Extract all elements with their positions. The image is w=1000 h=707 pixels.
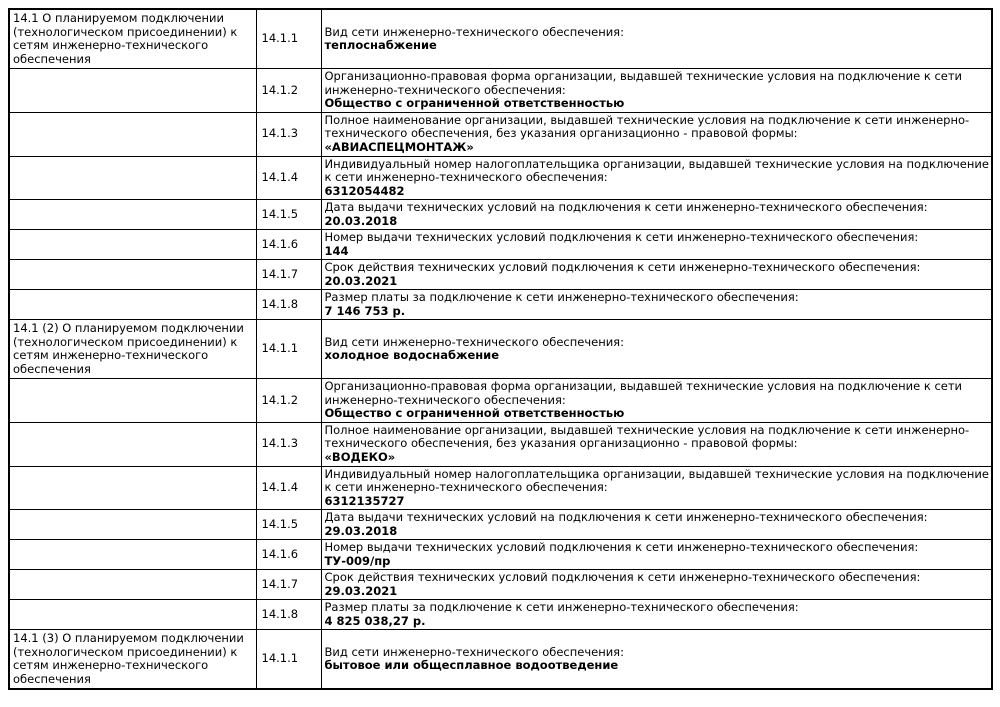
empty-cell xyxy=(9,422,256,466)
field-value: 4 825 038,27 р. xyxy=(324,613,426,628)
table-row xyxy=(9,156,992,200)
field-value: теплоснабжение xyxy=(324,38,437,52)
field-label: Полное наименование организации, выдавшей технические условия на подключение к сети инженерно-технического обеспечения, без указания организационно - правовой формы: xyxy=(324,112,970,141)
row-number-cell: 14.1.5 xyxy=(256,200,321,230)
field-cell xyxy=(321,540,992,570)
field-label: Размер платы за подключение к сети инженерно-технического обеспечения: xyxy=(324,600,799,614)
row-number-cell: 14.1.7 xyxy=(256,260,321,290)
field-cell xyxy=(321,466,992,510)
field-cell xyxy=(321,112,992,156)
field-cell xyxy=(321,200,992,230)
field-cell xyxy=(321,422,992,466)
field-label: Вид сети инженерно-технического обеспечения: xyxy=(324,644,624,659)
field-cell xyxy=(321,260,992,290)
empty-cell xyxy=(9,112,256,156)
field-cell xyxy=(321,570,992,600)
field-value: 6312054482 xyxy=(324,183,405,198)
row-number-cell: 14.1.1 xyxy=(256,320,321,379)
field-label: Вид сети инженерно-технического обеспечения: xyxy=(324,24,624,39)
field-value: холодное водоснабжение xyxy=(324,348,500,362)
field-label: Срок действия технических условий подключения к сети инженерно-технического обеспечения: xyxy=(324,570,921,584)
section-title-cell xyxy=(9,9,256,69)
field-value: «АВИАСПЕЦМОНТАЖ» xyxy=(324,139,474,154)
field-value: 29.03.2018 xyxy=(324,523,398,538)
table-row xyxy=(9,230,992,260)
field-cell xyxy=(321,510,992,540)
field-label: Организационно-правовая форма организации, выдавшей технические условия на подключение к сети инженерно-технического обеспечения: xyxy=(324,379,963,407)
field-label: Вид сети инженерно-технического обеспечения: xyxy=(324,334,624,349)
section-title-cell xyxy=(9,630,256,690)
field-label: Индивидуальный номер налогоплательщика организации, выдавшей технические условия на подключение к сети инженерно-технического обеспечения: xyxy=(324,466,989,494)
row-number-cell: 14.1.5 xyxy=(256,510,321,540)
empty-cell xyxy=(9,466,256,510)
table-row xyxy=(9,630,992,690)
field-value: 20.03.2021 xyxy=(324,273,398,288)
field-cell xyxy=(321,156,992,200)
section-title-cell xyxy=(9,320,256,379)
field-value: 6312135727 xyxy=(324,493,405,508)
table-row xyxy=(9,320,992,379)
section-title: 14.1 (2) О планируемом подключении (технологическом присоединении) к сетям инженерно-технического обеспечения xyxy=(13,321,244,376)
table-row xyxy=(9,200,992,230)
field-cell xyxy=(321,630,992,690)
row-number-cell: 14.1.4 xyxy=(256,156,321,200)
field-label: Номер выдачи технических условий подключения к сети инженерно-технического обеспечения: xyxy=(324,230,919,244)
row-number-cell: 14.1.3 xyxy=(256,112,321,156)
field-value: ТУ-009/пр xyxy=(324,553,391,568)
row-number-cell: 14.1.3 xyxy=(256,422,321,466)
empty-cell xyxy=(9,156,256,200)
empty-cell xyxy=(9,510,256,540)
field-label: Срок действия технических условий подключения к сети инженерно-технического обеспечения: xyxy=(324,260,921,274)
field-label: Дата выдачи технических условий на подключения к сети инженерно-технического обеспечения: xyxy=(324,510,928,524)
field-label: Индивидуальный номер налогоплательщика организации, выдавшей технические условия на подключение к сети инженерно-технического обеспечения: xyxy=(324,156,989,184)
table-row xyxy=(9,540,992,570)
field-value: 144 xyxy=(324,243,349,258)
row-number-cell: 14.1.7 xyxy=(256,570,321,600)
table-row xyxy=(9,69,992,113)
field-cell xyxy=(321,320,992,379)
row-number-cell: 14.1.6 xyxy=(256,230,321,260)
table-row xyxy=(9,260,992,290)
row-number-cell: 14.1.1 xyxy=(256,630,321,690)
field-value: 29.03.2021 xyxy=(324,583,398,598)
empty-cell xyxy=(9,260,256,290)
table-row xyxy=(9,600,992,630)
field-label: Дата выдачи технических условий на подключения к сети инженерно-технического обеспечения: xyxy=(324,200,928,214)
section-title: 14.1 О планируемом подключении (технологическом присоединении) к сетям инженерно-технического обеспечения xyxy=(13,11,238,66)
utility-connections-table xyxy=(8,8,993,690)
field-value: 20.03.2018 xyxy=(324,213,398,228)
row-number-cell: 14.1.6 xyxy=(256,540,321,570)
field-cell xyxy=(321,600,992,630)
row-number-cell: 14.1.4 xyxy=(256,466,321,510)
field-value: Общество с ограниченной ответственностью xyxy=(324,406,625,420)
row-number-cell: 14.1.1 xyxy=(256,9,321,69)
empty-cell xyxy=(9,200,256,230)
row-number-cell: 14.1.8 xyxy=(256,290,321,320)
section-title: 14.1 (3) О планируемом подключении (технологическом присоединении) к сетям инженерно-технического обеспечения xyxy=(13,631,244,686)
field-cell xyxy=(321,230,992,260)
field-value: бытовое или общесплавное водоотведение xyxy=(324,658,619,672)
field-value: «ВОДЕКО» xyxy=(324,449,396,464)
row-number-cell: 14.1.8 xyxy=(256,600,321,630)
field-cell xyxy=(321,69,992,113)
field-cell xyxy=(321,9,992,69)
field-cell xyxy=(321,290,992,320)
table-row xyxy=(9,570,992,600)
empty-cell xyxy=(9,600,256,630)
table-row xyxy=(9,379,992,423)
empty-cell xyxy=(9,69,256,113)
empty-cell xyxy=(9,379,256,423)
empty-cell xyxy=(9,290,256,320)
row-number-cell: 14.1.2 xyxy=(256,69,321,113)
field-label: Размер платы за подключение к сети инженерно-технического обеспечения: xyxy=(324,290,799,304)
field-value: 7 146 753 р. xyxy=(324,303,406,318)
table-row xyxy=(9,510,992,540)
field-cell xyxy=(321,379,992,423)
table-row xyxy=(9,9,992,69)
empty-cell xyxy=(9,230,256,260)
empty-cell xyxy=(9,540,256,570)
field-label: Номер выдачи технических условий подключения к сети инженерно-технического обеспечения: xyxy=(324,540,919,554)
field-value: Общество с ограниченной ответственностью xyxy=(324,96,625,110)
row-number-cell: 14.1.2 xyxy=(256,379,321,423)
field-label: Полное наименование организации, выдавшей технические условия на подключение к сети инженерно-технического обеспечения, без указания организационно - правовой формы: xyxy=(324,422,970,451)
empty-cell xyxy=(9,570,256,600)
table-row xyxy=(9,290,992,320)
table-row xyxy=(9,422,992,466)
table-row xyxy=(9,466,992,510)
table-row xyxy=(9,112,992,156)
field-label: Организационно-правовая форма организации, выдавшей технические условия на подключение к сети инженерно-технического обеспечения: xyxy=(324,69,963,97)
